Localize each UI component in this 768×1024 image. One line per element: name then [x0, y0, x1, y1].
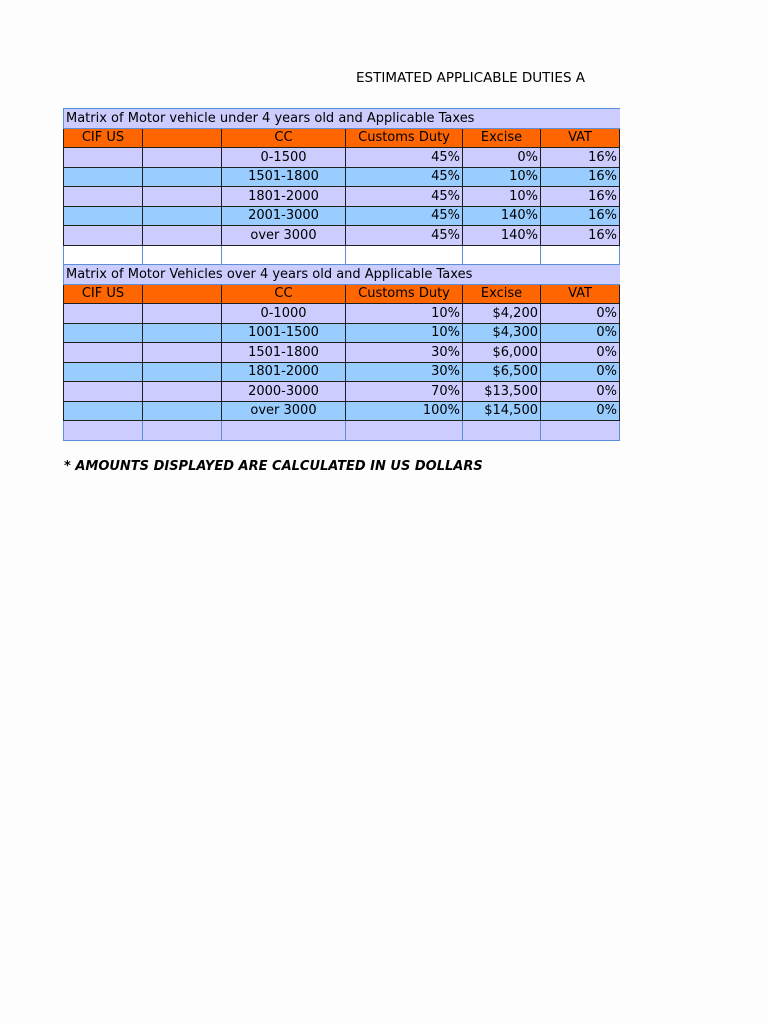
- header-cc: CC: [222, 284, 346, 304]
- empty-cell[interactable]: [541, 245, 620, 265]
- table-row: [64, 148, 620, 168]
- blank-cell[interactable]: [143, 382, 222, 402]
- vat-cell[interactable]: 16%: [541, 148, 620, 168]
- table-row: [64, 343, 620, 363]
- excise-cell[interactable]: $4,300: [463, 323, 541, 343]
- blank-cell[interactable]: [143, 226, 222, 246]
- vat-cell[interactable]: 16%: [541, 206, 620, 226]
- table2-title-row: [64, 265, 620, 285]
- vat-cell[interactable]: 0%: [541, 323, 620, 343]
- customs-duty-cell[interactable]: 30%: [346, 343, 463, 363]
- header-vat: VAT: [541, 284, 620, 304]
- table-row: [64, 167, 620, 187]
- header-customs-duty: Customs Duty: [346, 128, 463, 148]
- empty-cell[interactable]: [222, 245, 346, 265]
- cc-cell[interactable]: 2000-3000: [222, 382, 346, 402]
- customs-duty-cell[interactable]: 10%: [346, 323, 463, 343]
- header-blank: [143, 128, 222, 148]
- vat-cell[interactable]: 16%: [541, 167, 620, 187]
- cif-us-cell[interactable]: [64, 167, 143, 187]
- excise-cell[interactable]: $4,200: [463, 304, 541, 324]
- blank-cell[interactable]: [143, 167, 222, 187]
- empty-cell[interactable]: [346, 421, 463, 441]
- blank-cell[interactable]: [143, 148, 222, 168]
- cc-cell[interactable]: 1801-2000: [222, 187, 346, 207]
- cif-us-cell[interactable]: [64, 187, 143, 207]
- blank-cell[interactable]: [143, 323, 222, 343]
- cc-cell[interactable]: 2001-3000: [222, 206, 346, 226]
- cc-cell[interactable]: 0-1000: [222, 304, 346, 324]
- duties-spreadsheet: [63, 108, 620, 441]
- excise-cell[interactable]: $14,500: [463, 401, 541, 421]
- empty-cell[interactable]: [346, 245, 463, 265]
- excise-cell[interactable]: 0%: [463, 148, 541, 168]
- vat-cell[interactable]: 16%: [541, 226, 620, 246]
- customs-duty-cell[interactable]: 45%: [346, 167, 463, 187]
- cif-us-cell[interactable]: [64, 148, 143, 168]
- excise-cell[interactable]: 140%: [463, 206, 541, 226]
- cc-cell[interactable]: 1801-2000: [222, 362, 346, 382]
- blank-cell[interactable]: [143, 206, 222, 226]
- cc-cell[interactable]: over 3000: [222, 226, 346, 246]
- header-blank: [143, 284, 222, 304]
- vat-cell[interactable]: 16%: [541, 187, 620, 207]
- header-customs-duty: Customs Duty: [346, 284, 463, 304]
- table-row: [64, 323, 620, 343]
- cif-us-cell[interactable]: [64, 304, 143, 324]
- header-excise: Excise: [463, 128, 541, 148]
- empty-cell[interactable]: [222, 421, 346, 441]
- currency-note: * AMOUNTS DISPLAYED ARE CALCULATED IN US DOLLARS: [64, 459, 483, 474]
- blank-cell[interactable]: [143, 187, 222, 207]
- header-cc: CC: [222, 128, 346, 148]
- cc-cell[interactable]: over 3000: [222, 401, 346, 421]
- cc-cell[interactable]: 0-1500: [222, 148, 346, 168]
- customs-duty-cell[interactable]: 45%: [346, 226, 463, 246]
- cif-us-cell[interactable]: [64, 401, 143, 421]
- table-row: [64, 382, 620, 402]
- table-row: [64, 187, 620, 207]
- cif-us-cell[interactable]: [64, 226, 143, 246]
- table1-title: Matrix of Motor vehicle under 4 years old and Applicable Taxes: [64, 109, 620, 129]
- customs-duty-cell[interactable]: 45%: [346, 187, 463, 207]
- customs-duty-cell[interactable]: 45%: [346, 206, 463, 226]
- blank-cell[interactable]: [143, 343, 222, 363]
- vat-cell[interactable]: 0%: [541, 343, 620, 363]
- empty-cell[interactable]: [463, 421, 541, 441]
- customs-duty-cell[interactable]: 30%: [346, 362, 463, 382]
- table-row: [64, 206, 620, 226]
- empty-cell[interactable]: [64, 421, 143, 441]
- header-excise: Excise: [463, 284, 541, 304]
- cc-cell[interactable]: 1501-1800: [222, 343, 346, 363]
- cc-cell[interactable]: 1001-1500: [222, 323, 346, 343]
- customs-duty-cell[interactable]: 45%: [346, 148, 463, 168]
- vat-cell[interactable]: 0%: [541, 401, 620, 421]
- empty-row: [64, 421, 620, 441]
- cc-cell[interactable]: 1501-1800: [222, 167, 346, 187]
- excise-cell[interactable]: $6,000: [463, 343, 541, 363]
- blank-cell[interactable]: [143, 304, 222, 324]
- header-cif-us: CIF US: [64, 284, 143, 304]
- table1-title-row: [64, 109, 620, 129]
- page-title: ESTIMATED APPLICABLE DUTIES A: [356, 70, 586, 86]
- excise-cell[interactable]: 140%: [463, 226, 541, 246]
- empty-cell[interactable]: [143, 421, 222, 441]
- spacer-row: [64, 245, 620, 265]
- customs-duty-cell[interactable]: 70%: [346, 382, 463, 402]
- vat-cell[interactable]: 0%: [541, 362, 620, 382]
- table-row: [64, 401, 620, 421]
- table-row: [64, 362, 620, 382]
- empty-cell[interactable]: [541, 421, 620, 441]
- empty-cell[interactable]: [143, 245, 222, 265]
- table1-header-row: [64, 128, 620, 148]
- cif-us-cell[interactable]: [64, 343, 143, 363]
- cif-us-cell[interactable]: [64, 323, 143, 343]
- header-cif-us: CIF US: [64, 128, 143, 148]
- cif-us-cell[interactable]: [64, 382, 143, 402]
- customs-duty-cell[interactable]: 100%: [346, 401, 463, 421]
- cif-us-cell[interactable]: [64, 362, 143, 382]
- cif-us-cell[interactable]: [64, 206, 143, 226]
- header-vat: VAT: [541, 128, 620, 148]
- excise-cell[interactable]: $6,500: [463, 362, 541, 382]
- blank-cell[interactable]: [143, 401, 222, 421]
- table2-title: Matrix of Motor Vehicles over 4 years old and Applicable Taxes: [64, 265, 620, 285]
- table-row: [64, 304, 620, 324]
- customs-duty-cell[interactable]: 10%: [346, 304, 463, 324]
- empty-cell[interactable]: [64, 245, 143, 265]
- excise-cell[interactable]: 10%: [463, 167, 541, 187]
- vat-cell[interactable]: 0%: [541, 304, 620, 324]
- empty-cell[interactable]: [463, 245, 541, 265]
- blank-cell[interactable]: [143, 362, 222, 382]
- excise-cell[interactable]: $13,500: [463, 382, 541, 402]
- table2-header-row: [64, 284, 620, 304]
- table-row: [64, 226, 620, 246]
- vat-cell[interactable]: 0%: [541, 382, 620, 402]
- excise-cell[interactable]: 10%: [463, 187, 541, 207]
